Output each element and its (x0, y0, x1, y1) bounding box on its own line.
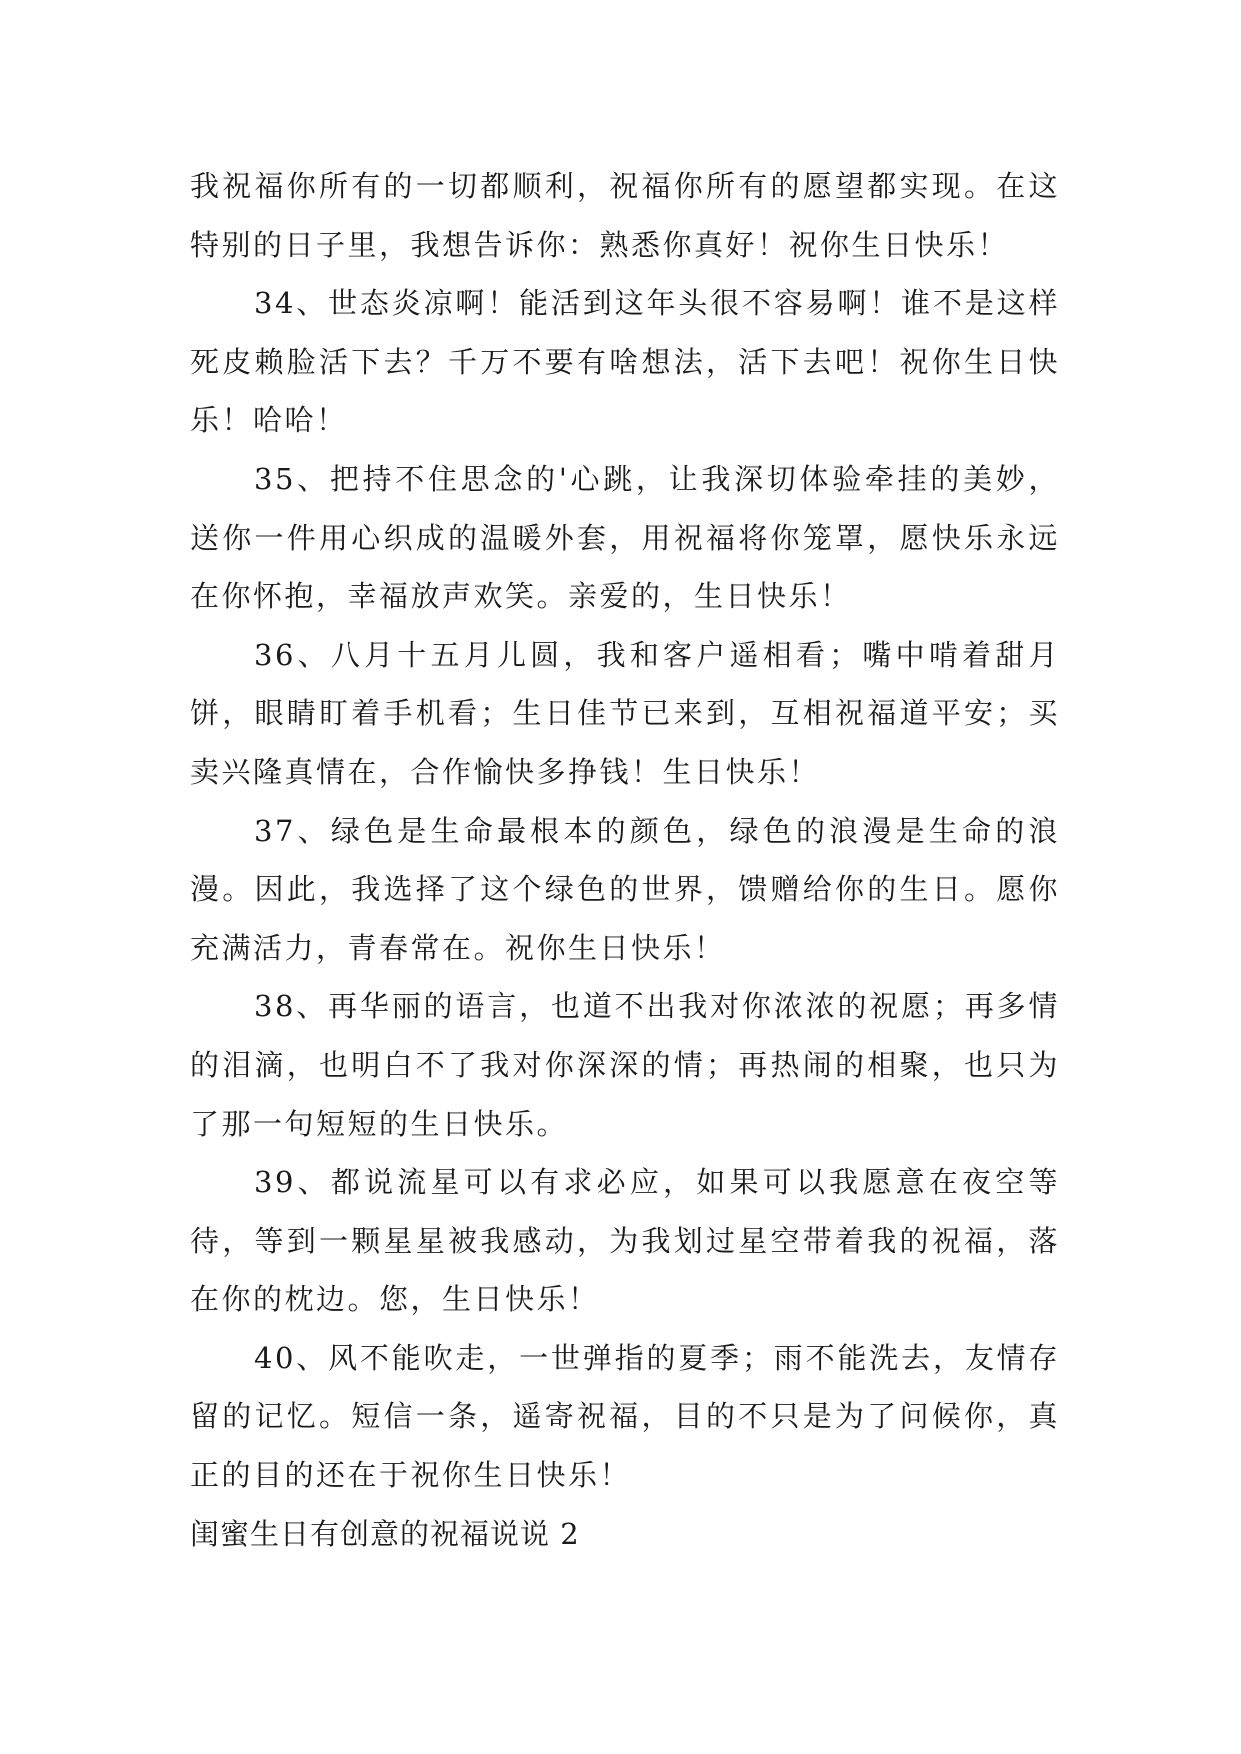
section-heading: 闺蜜生日有创意的祝福说说 2 (190, 1516, 580, 1551)
paragraph-39: 39、都说流星可以有求必应，如果可以我愿意在夜空等待，等到一颗星星被我感动，为我划过星空带着我的祝福，落在你的枕边。您，生日快乐！ (190, 1165, 1060, 1317)
paragraph-36: 36、八月十五月儿圆，我和客户遥相看；嘴中啃着甜月饼，眼睛盯着手机看；生日佳节已来到，互相祝福道平安；买卖兴隆真情在，合作愉快多挣钱！生日快乐！ (190, 637, 1060, 789)
document-body (190, 157, 1060, 1563)
paragraph-38: 38、再华丽的语言，也道不出我对你浓浓的祝愿；再多情的泪滴，也明白不了我对你深深的情；再热闹的相聚，也只为了那一句短短的生日快乐。 (190, 989, 1060, 1141)
paragraph-continuation: 我祝福你所有的一切都顺利，祝福你所有的愿望都实现。在这特别的日子里，我想告诉你：熟悉你真好！祝你生日快乐！ (190, 169, 1060, 262)
paragraph-37: 37、绿色是生命最根本的颜色，绿色的浪漫是生命的浪漫。因此，我选择了这个绿色的世界，馈赠给你的生日。愿你充满活力，青春常在。祝你生日快乐！ (190, 813, 1060, 965)
paragraph-35: 35、把持不住思念的'心跳，让我深切体验牵挂的美妙，送你一件用心织成的温暖外套，用祝福将你笼罩，愿快乐永远在你怀抱，幸福放声欢笑。亲爱的，生日快乐！ (190, 461, 1060, 614)
paragraph-34: 34、世态炎凉啊！能活到这年头很不容易啊！谁不是这样死皮赖脸活下去？千万不要有啥想法，活下去吧！祝你生日快乐！哈哈！ (190, 286, 1060, 438)
paragraph-40: 40、风不能吹走，一世弹指的夏季；雨不能洗去，友情存留的记忆。短信一条，遥寄祝福，目的不只是为了问候你，真正的目的还在于祝你生日快乐！ (190, 1340, 1060, 1493)
